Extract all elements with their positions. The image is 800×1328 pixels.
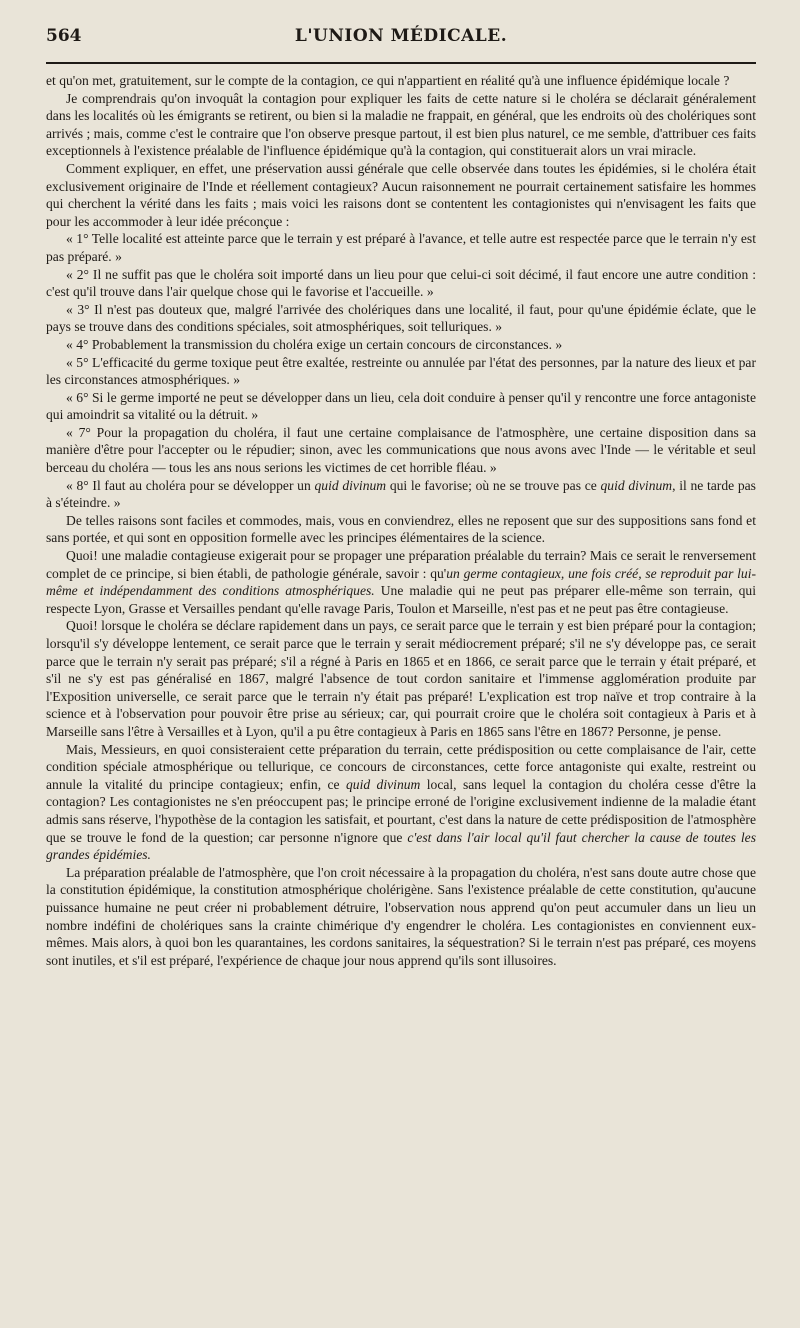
- text-run: « 8° Il faut au choléra pour se développer un: [66, 477, 315, 493]
- text-run: et qu'on met, gratuitement, sur le compte de la contagion, ce qui n'appartient en réalité qu'à une influence épidémique locale ?: [46, 73, 730, 88]
- text-run: Comment expliquer, en effet, une préservation aussi générale que celle observée dans toutes les épidémies, si le choléra était exclusivement originaire de l'Inde et réellement contagieux? Aucun raisonnement ne pourrait certainement satisfaire les hommes qui cherchent la vérité dans les faits ; mais voici les raisons dont se contentent les contagionistes qui n'envisagent les faits que pour les accommoder à leur idée préconçue :: [46, 160, 756, 229]
- italic-text: c'est dans l'air local qu'il faut chercher la cause de toutes les grandes épidémies.: [46, 829, 757, 863]
- paragraph: [46, 72, 756, 90]
- text-run: « 3° Il n'est pas douteux que, malgré l'arrivée des cholériques dans une localité, il faut, pour qu'une épidémie éclate, que le pays se trouve dans des conditions spéciales, soit atmosphériques, soit telluriques. »: [46, 301, 756, 335]
- paragraph: [46, 336, 756, 354]
- text-run: « 2° Il ne suffit pas que le choléra soit importé dans un lieu pour que celui-ci soit décimé, il faut encore une autre condition : c'est qu'il trouve dans l'air quelque chose qui le favorise et l'accueille. »: [46, 266, 756, 300]
- paragraph: [46, 230, 756, 265]
- paragraph: [46, 301, 756, 336]
- italic-text: quid divinum: [600, 477, 673, 493]
- text-run: La préparation préalable de l'atmosphère, que l'on croit nécessaire à la propagation du choléra, n'est sans doute autre chose que la constitution épidémique, la constitution atmosphérique cholérigène. Sans l'existence préalable de cette constitution, qu'aucune puissance humaine ne peut créer ni probablement détruire, l'observation nous apprend qu'on peut accumuler dans un lieu un nombre indéfini de cholériques sans la crainte chimérique d'y engendrer le choléra. Les contagionistes en conviennent eux-mêmes. Mais alors, à quoi bon les quarantaines, les cordons sanitaires, la séquestration? Si le terrain n'est pas préparé, ces moyens sont inutiles, et s'il est préparé, l'expérience de chaque jour nous apprend qu'ils sont illusoires.: [46, 864, 756, 968]
- paragraph: [46, 741, 756, 864]
- page-header: [46, 26, 756, 56]
- text-run: Quoi! lorsque le choléra se déclare rapidement dans un pays, ce serait parce que le terrain y est bien préparé pour la contagion; lorsqu'il s'y développe lentement, ce serait parce que le terrain y serait médiocrement préparé; s'il ne s'y développe pas, ce serait parce que le terrain n'y serait pas préparé; s'il a régné à Paris en 1865 et en 1866, ce serait parce que le terrain y était préparé, et s'il ne s'y est pas généralisé en 1867, malgré l'absence de tout cordon sanitaire et l'immense agglomération produite par l'Exposition universelle, ce serait parce que le terrain n'y était pas préparé! L'explication est trop naïve et trop contraire à la science et à l'observation pour pouvoir être prise au sérieux; car, qui pourrait croire que le choléra soit contagieux à Paris et à Marseille sans l'être à Versailles et à Lyon, qu'il a pu être contagieux à Paris en 1865 sans l'être en 1867? Personne, je pense.: [46, 618, 756, 739]
- paragraph: [46, 389, 756, 424]
- text-run: Quoi! une maladie contagieuse exigerait pour se propager une préparation préalable du terrain? Mais ce serait le renversement complet de ce principe, si bien établi, de pathologie générale, savoir : qu': [46, 548, 756, 581]
- page-number: 564: [46, 26, 82, 46]
- italic-text: un germe contagieux, une fois créé, se reproduit par lui-même et indépendamment des conditions atmosphériques.: [46, 565, 756, 599]
- paragraph: [46, 547, 756, 617]
- paragraph: [46, 266, 756, 301]
- header-rule: [46, 62, 756, 64]
- italic-text: quid divinum: [314, 477, 387, 493]
- text-run: « 7° Pour la propagation du choléra, il faut une certaine complaisance de l'atmosphère, une certaine disposition dans sa manière d'être pour l'accepter ou le répudier; sinon, avec les communications que nous avons avec l'Inde — le véritable et seul berceau du choléra — tous les ans nous serions les victimes de cet horrible fléau. »: [46, 424, 756, 476]
- text-run: , il ne tarde pas à s'éteindre. »: [46, 477, 756, 511]
- text-run: local, sans lequel la contagion du choléra cesse d'être la contagion? Les contagionistes ne s'en préoccupent pas; le principe erroné de l'origine exclusivement indienne de la maladie étant admis sans réserve, l'hypothèse de la contagion les satisfait, et pourtant, c'est dans la nature de cette prédisposition de l'atmosphère que se trouve le fond de la question; car personne n'ignore que: [46, 776, 756, 845]
- paragraph: [46, 617, 756, 740]
- paragraph: [46, 512, 756, 547]
- text-run: Mais, Messieurs, en quoi consisteraient cette préparation du terrain, cette prédisposition ou cette complaisance de l'air, cette condition spéciale atmosphérique ou tellurique, ce concours de circonstances, cette force antagoniste qui exalte, restreint ou annule la vitalité du principe contagieux; enfin, ce: [46, 741, 756, 792]
- running-title: L'UNION MÉDICALE.: [294, 26, 508, 46]
- paragraph: [46, 90, 756, 160]
- text-run: « 6° Si le germe importé ne peut se développer dans un lieu, cela doit conduire à penser qu'il y rencontre une force antagoniste qui amoindrit sa vitalité ou la détruit. »: [46, 389, 756, 423]
- paragraph: [46, 477, 756, 512]
- text-run: Une maladie qui ne peut pas préparer elle-même son terrain, qui respecte Lyon, Grasse et Versailles pendant qu'elle ravage Paris, Toulon et Marseille, n'est pas et ne peut pas être contagieuse.: [46, 583, 757, 616]
- paragraph: [46, 864, 756, 970]
- paragraph: [46, 354, 756, 389]
- text-run: « 1° Telle localité est atteinte parce que le terrain y est préparé à l'avance, et telle autre est respectée parce que le terrain n'y est pas préparé. »: [46, 231, 756, 264]
- text-run: Je comprendrais qu'on invoquât la contagion pour expliquer les faits de cette nature si le choléra se déclarait généralement dans les localités où les émigrants se retirent, ou bien si la maladie ne frappait, en général, que les endroits où des cholériques sont arrivés ; mais, comme c'est le contraire que l'on observe presque partout, il est bien plus naturel, ce me semble, d'attribuer ces faits exceptionnels à l'existence préalable de l'influence épidémique qu'à la contagion, qui constituerait alors un vrai miracle.: [46, 90, 756, 159]
- paragraph: [46, 424, 756, 477]
- text-run: qui le favorise; où ne se trouve pas ce: [386, 477, 601, 493]
- text-run: De telles raisons sont faciles et commodes, mais, vous en conviendrez, elles ne reposent que sur des suppositions sans fond et sans portée, et qui sont en opposition formelle avec les principes élémentaires de la science.: [46, 512, 756, 546]
- paragraph: [46, 160, 756, 230]
- italic-text: quid divinum: [345, 776, 421, 792]
- text-run: « 4° Probablement la transmission du choléra exige un certain concours de circonstances. »: [66, 336, 563, 352]
- text-run: « 5° L'efficacité du germe toxique peut être exaltée, restreinte ou annulée par l'état des personnes, par la nature des lieux et par les circonstances atmosphériques. »: [46, 354, 756, 388]
- body-text: [46, 72, 756, 969]
